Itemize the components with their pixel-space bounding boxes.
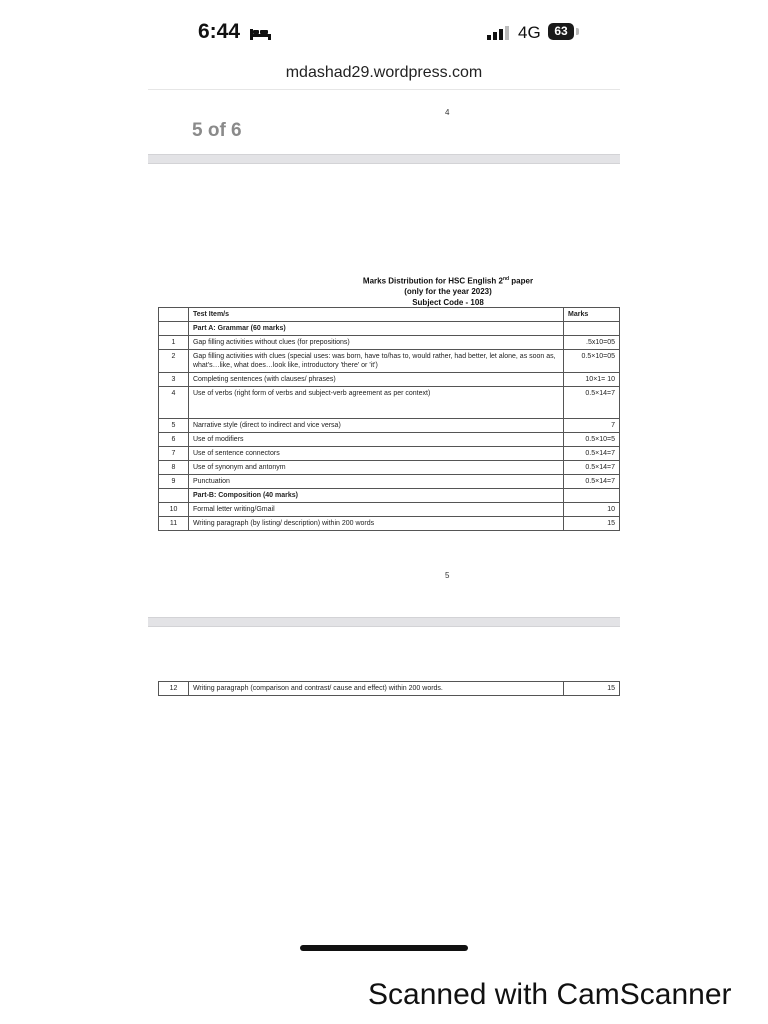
part-b-heading: Part-B: Composition (40 marks) — [188, 489, 563, 503]
title-superscript: nd — [502, 276, 510, 282]
phone-screen — [148, 0, 620, 965]
page-separator — [148, 154, 620, 164]
network-type-label: 4G — [518, 23, 541, 42]
page-separator — [148, 617, 620, 627]
document-title — [298, 276, 598, 286]
table-row: 6 Use of modifiers 0.5×10=5 — [159, 433, 620, 447]
url-bar[interactable]: mdashad29.wordpress.com — [285, 64, 483, 81]
scanner-watermark: Scanned with CamScanner — [368, 978, 732, 1011]
header-marks: Marks — [564, 308, 620, 322]
table-row: 10 Formal letter writing/Gmail 10 — [159, 503, 620, 517]
subject-code: Subject Code - 108 — [412, 298, 484, 307]
part-a-heading: Part A: Grammar (60 marks) — [188, 322, 563, 336]
table-row: 8 Use of synonym and antonym 0.5×14=7 — [159, 461, 620, 475]
title-suffix: paper — [509, 276, 534, 286]
document-subtitle: (only for the year 2023) — [404, 287, 492, 296]
title-text: Marks Distribution for HSC English 2 — [362, 276, 503, 286]
table-row: 4 Use of verbs (right form of verbs and subject-verb agreement as per context) 0.5×14=7 — [159, 387, 620, 419]
header-item: Test Item/s — [188, 308, 563, 322]
cellular-signal-icon — [487, 26, 509, 40]
sleep-focus-icon — [250, 26, 271, 40]
url-divider — [148, 89, 620, 90]
part-a-row — [159, 322, 620, 336]
battery-tip — [576, 28, 579, 35]
page-number-top: 4 — [445, 108, 450, 117]
home-indicator[interactable] — [300, 945, 468, 951]
table-row: 9 Punctuation 0.5×14=7 — [159, 475, 620, 489]
marks-table-continued — [158, 681, 620, 696]
part-b-row — [159, 489, 620, 503]
page-counter: 5 of 6 — [192, 120, 242, 141]
table-header-row — [159, 308, 620, 322]
table-row: 3 Completing sentences (with clauses/ phrases) 10×1= 10 — [159, 373, 620, 387]
header-sl — [159, 308, 189, 322]
table-row: 1 Gap filling activities without clues (for prepositions) .5x10=05 — [159, 336, 620, 350]
battery-icon: 63 — [548, 23, 574, 40]
marks-table — [158, 307, 620, 531]
table-row: 2 Gap filling activities with clues (special uses: was born, have to/has to, would rather, had better, let alone, as soon as, what's…like, what does…look like, introductory 'there' or 'it') 0.5×10=05 — [159, 350, 620, 373]
table-row: 12 Writing paragraph (comparison and contrast/ cause and effect) within 200 words. 15 — [159, 682, 620, 696]
table-row: 5 Narrative style (direct to indirect and vice versa) 7 — [159, 419, 620, 433]
table-row: 7 Use of sentence connectors 0.5×14=7 — [159, 447, 620, 461]
status-time: 6:44 — [198, 20, 241, 43]
page-number-middle: 5 — [445, 571, 450, 580]
table-row: 11 Writing paragraph (by listing/ description) within 200 words 15 — [159, 517, 620, 531]
